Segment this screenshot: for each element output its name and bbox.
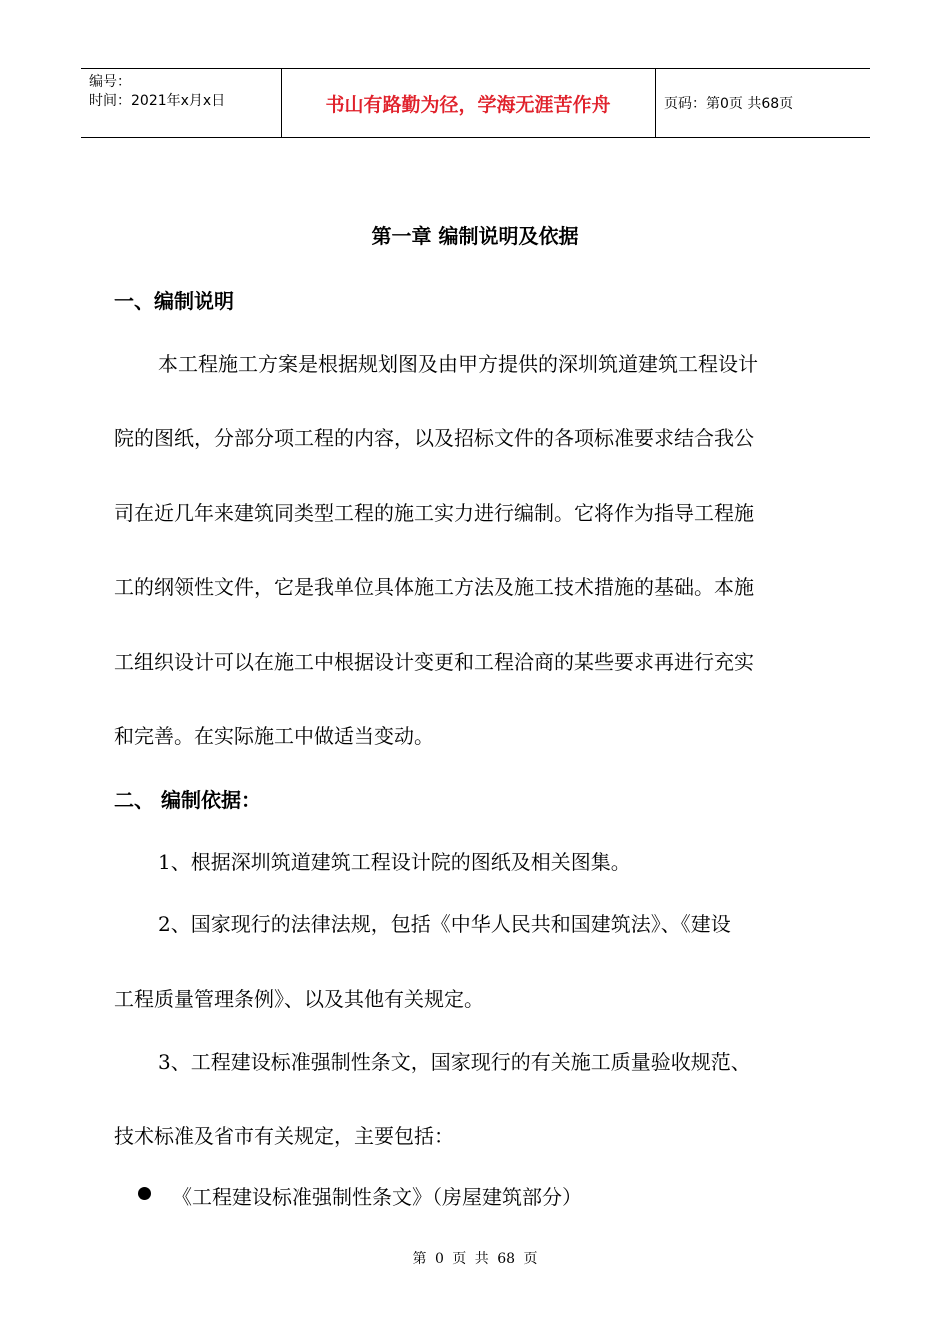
header-page-info: 页码：第0页 共68页	[664, 96, 794, 112]
paragraph-line: 工的纲领性文件，它是我单位具体施工方法及施工技术措施的基础。本施	[114, 575, 754, 599]
chapter-title: 第一章 编制说明及依据	[371, 224, 579, 248]
section-heading-compilation-notes: 一、编制说明	[114, 289, 234, 313]
basis-item-1: 1、根据深圳筑道建筑工程设计院的图纸及相关图集。	[158, 850, 631, 874]
paragraph-line: 司在近几年来建筑同类型工程的施工实力进行编制。它将作为指导工程施	[114, 501, 754, 525]
basis-item-2: 2、国家现行的法律法规，包括《中华人民共和国建筑法》、《建设	[158, 912, 731, 936]
paragraph-line: 工组织设计可以在施工中根据设计变更和工程洽商的某些要求再进行充实	[114, 650, 754, 674]
section-heading-compilation-basis: 二、 编制依据：	[114, 788, 261, 812]
basis-item-3: 3、工程建设标准强制性条文，国家现行的有关施工质量验收规范、	[158, 1050, 751, 1074]
header-meta	[89, 73, 225, 111]
header-motto: 书山有路勤为径，学海无涯苦作舟	[325, 93, 611, 116]
page-footer: 第 0 页 共 68 页	[412, 1251, 538, 1267]
basis-item-3-continued: 技术标准及省市有关规定，主要包括：	[114, 1124, 454, 1148]
header-divider-right	[655, 69, 656, 137]
paragraph-line: 本工程施工方案是根据规划图及由甲方提供的深圳筑道建筑工程设计	[158, 352, 758, 376]
paragraph-line: 和完善。在实际施工中做适当变动。	[114, 724, 434, 748]
number-label: 编号：	[89, 74, 131, 90]
basis-item-2-continued: 工程质量管理条例》、以及其他有关规定。	[114, 987, 484, 1011]
bullet-icon	[138, 1187, 151, 1200]
paragraph-line: 院的图纸，分部分项工程的内容，以及招标文件的各项标准要求结合我公	[114, 426, 754, 450]
date-label: 时间：2021年x月x日	[89, 93, 226, 109]
bullet-item: 《工程建设标准强制性条文》（房屋建筑部分）	[172, 1185, 582, 1209]
document-header	[81, 68, 870, 138]
